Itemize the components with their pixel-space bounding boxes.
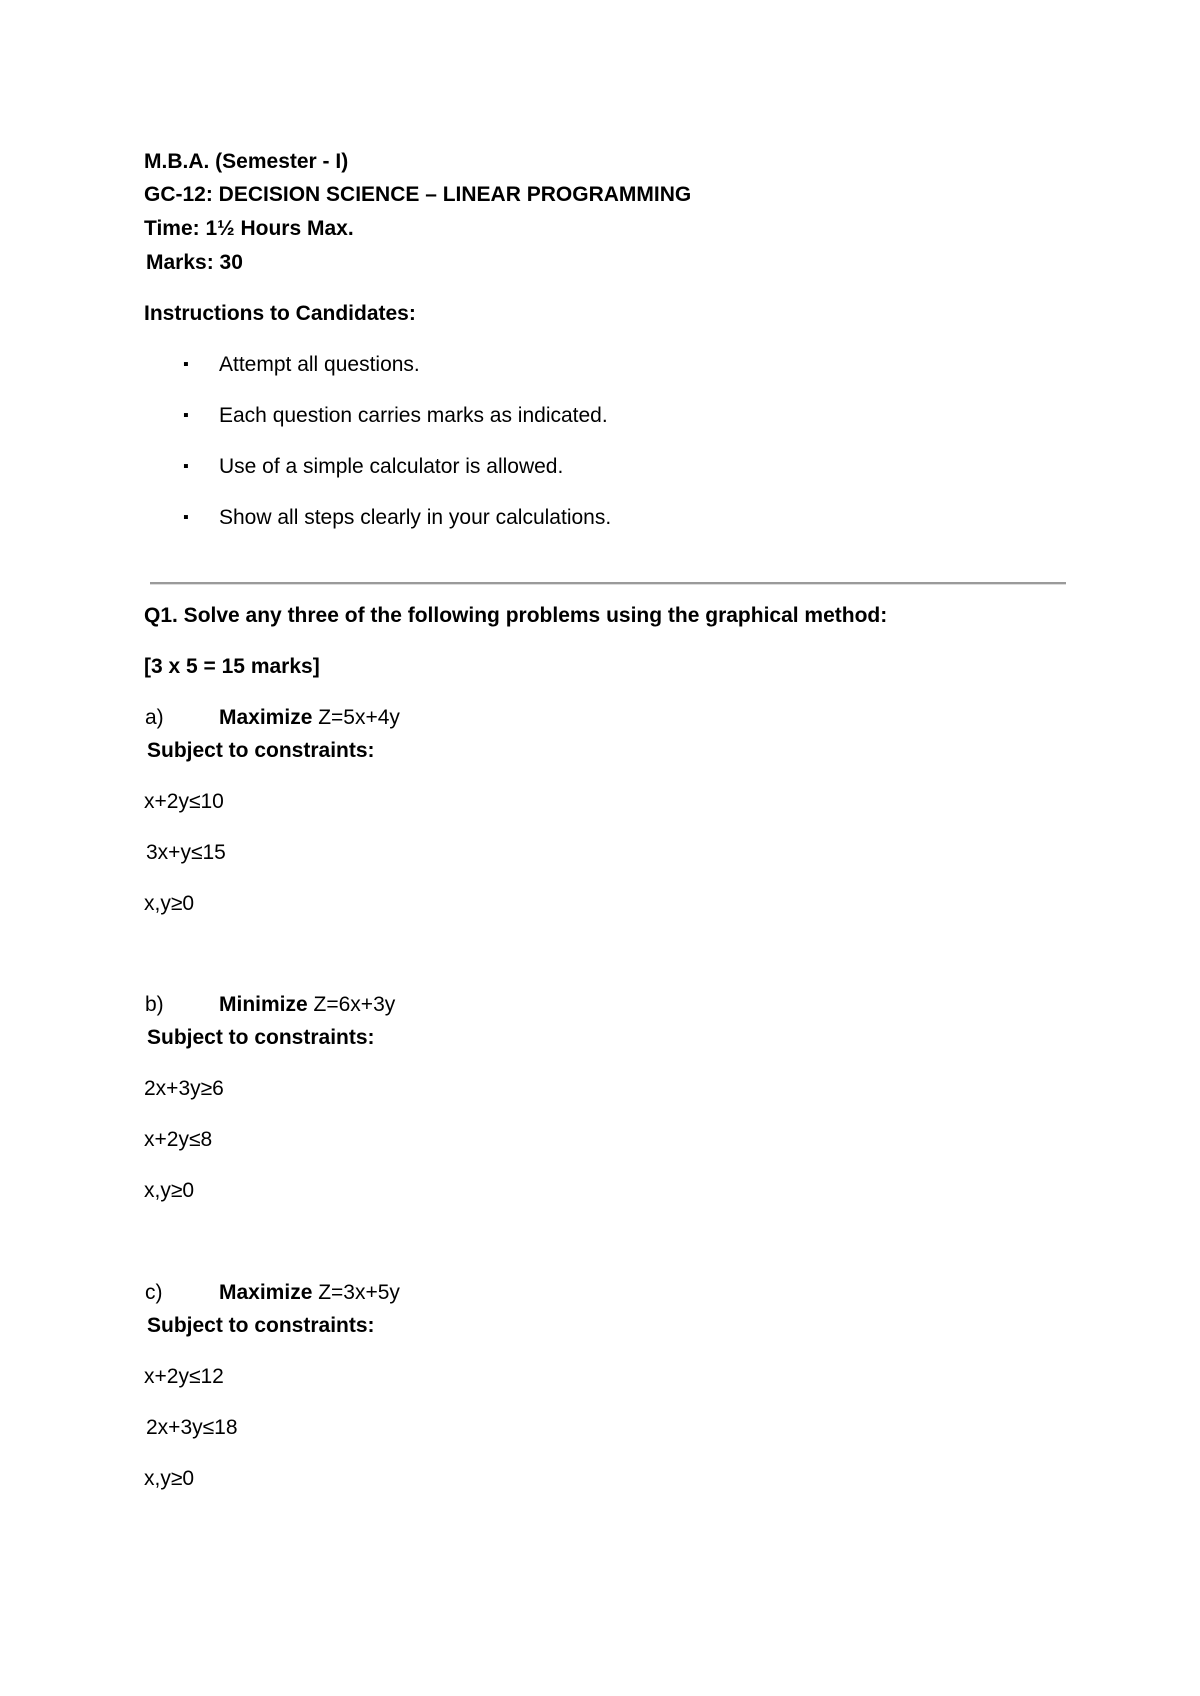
problem-a-subject-label: Subject to constraints: — [147, 739, 375, 762]
bullet-icon: ▪ — [183, 407, 189, 424]
instructions-heading: Instructions to Candidates: — [144, 302, 416, 325]
bullet-icon: ▪ — [183, 356, 189, 373]
problem-c-objective-line — [219, 1281, 400, 1305]
course-title: GC-12: DECISION SCIENCE – LINEAR PROGRAMMING — [144, 183, 692, 206]
instruction-item: Attempt all questions. — [219, 353, 420, 376]
problem-b-action: Minimize — [219, 993, 308, 1016]
problem-a-label: a) — [145, 706, 164, 729]
problem-a-constraint: 3x+y≤15 — [146, 841, 226, 864]
problem-a-constraint: x,y≥0 — [144, 892, 195, 915]
problem-b-constraint: x,y≥0 — [144, 1179, 195, 1202]
q1-marks: [3 x 5 = 15 marks] — [144, 655, 320, 678]
bullet-icon: ▪ — [183, 509, 189, 526]
problem-a-action: Maximize — [219, 706, 313, 729]
problem-c-constraint: x,y≥0 — [144, 1467, 195, 1490]
q1-title: Q1. Solve any three of the following problems using the graphical method: — [144, 604, 888, 627]
problem-b-subject-label: Subject to constraints: — [147, 1026, 375, 1049]
problem-b-constraint: x+2y≤8 — [144, 1128, 213, 1151]
problem-b-label: b) — [145, 993, 164, 1016]
instruction-item: Each question carries marks as indicated. — [219, 404, 608, 427]
problem-b-constraint: 2x+3y≥6 — [144, 1077, 224, 1100]
problem-c-objective: Z=3x+5y — [318, 1281, 400, 1304]
problem-b-objective: Z=6x+3y — [313, 993, 396, 1016]
problem-c-constraint: x+2y≤12 — [144, 1365, 224, 1388]
marks-line: Marks: 30 — [146, 251, 243, 274]
problem-a-objective: Z=5x+4y — [318, 706, 400, 729]
bullet-icon: ▪ — [183, 458, 189, 475]
instruction-item: Show all steps clearly in your calculations. — [219, 506, 612, 529]
program-line: M.B.A. (Semester - I) — [144, 150, 349, 173]
problem-c-label: c) — [145, 1281, 163, 1304]
time-line: Time: 1½ Hours Max. — [144, 217, 354, 240]
instruction-item: Use of a simple calculator is allowed. — [219, 455, 564, 478]
problem-b-objective-line — [219, 993, 395, 1017]
section-divider — [150, 582, 1066, 585]
problem-a-constraint: x+2y≤10 — [144, 790, 224, 813]
problem-c-subject-label: Subject to constraints: — [147, 1314, 375, 1337]
problem-c-action: Maximize — [219, 1281, 313, 1304]
problem-c-constraint: 2x+3y≤18 — [146, 1416, 238, 1439]
problem-a-objective-line — [219, 706, 400, 730]
